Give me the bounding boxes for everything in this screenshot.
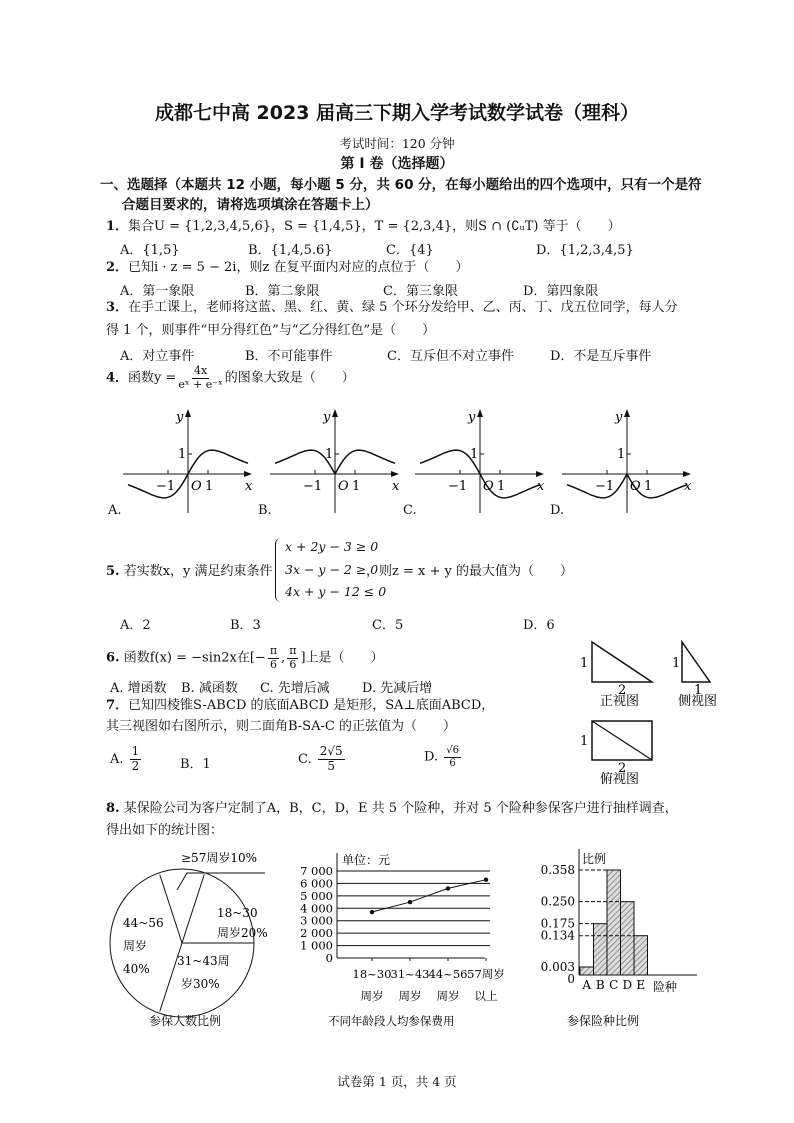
bar-A <box>580 967 594 975</box>
q7-option-b: B．1 <box>180 757 211 772</box>
y-axis-label: y <box>468 410 476 425</box>
bar-xlabel: 险种 <box>653 980 678 994</box>
constraint-1: x + 2y − 3 ≥ 0 <box>285 539 379 554</box>
y-tick-label: 0.175 <box>540 916 575 931</box>
graph-option-d <box>562 405 702 515</box>
q3-option-a: A．对立事件 <box>120 349 195 364</box>
graph-option-b <box>270 405 410 515</box>
pie-label-44-56-a: 44~56 <box>123 916 164 930</box>
x-axis-label: x <box>537 479 545 494</box>
page-footer: 试卷第 1 页，共 4 页 <box>337 1074 457 1089</box>
volume-title: 第 I 卷（选择题） <box>340 156 454 172</box>
y-axis-label: y <box>176 410 184 425</box>
pie-label-31-43-b: 岁30% <box>181 977 220 991</box>
question-2: 2．已知i · z = 5 − 2i，则z 在复平面内对应的点位于（ ） <box>106 260 469 275</box>
pie-slice-boundary <box>160 875 182 943</box>
pie-label-57: ≥57周岁10% <box>181 851 257 865</box>
tick-label-1: 1 <box>644 479 653 494</box>
x-tick-label: A <box>582 978 592 992</box>
tick-label-neg1: −1 <box>156 479 176 494</box>
pie-label-31-43-a: 31~43周 <box>177 954 230 968</box>
question-7: 7．已知四棱锥S-ABCD 的底面ABCD 是矩形，SA⊥底面ABCD， <box>106 698 495 713</box>
q5-option-b: B．3 <box>230 618 261 633</box>
bar-title: 参保险种比例 <box>567 1014 640 1028</box>
q6-option-b: B. 减函数 <box>181 681 238 696</box>
tick-label-1: 1 <box>617 447 626 462</box>
y-tick-label: 2 000 <box>300 926 333 941</box>
page-title: 成都七中高 2023 届高三下期入学考试数学试卷（理科） <box>154 102 640 124</box>
question-1: 1．集合U = {1,2,3,4,5,6}，S = {1,4,5}，T = {2,3,4}，则S ∩ (∁ᵤT) 等于（ ） <box>106 219 621 234</box>
svg-text:1: 1 <box>672 656 681 671</box>
q1-option-a: A．{1,5} <box>120 243 180 258</box>
svg-text:侧视图: 侧视图 <box>678 694 718 709</box>
q3-option-d: D．不是互斥事件 <box>550 349 652 364</box>
y-tick-label: 0 <box>325 951 333 965</box>
y-tick-label: 6 000 <box>300 876 333 891</box>
x-tick-label: 31~43 <box>390 967 430 981</box>
question-8-line2: 得出如下的统计图： <box>106 823 224 838</box>
svg-text:2: 2 <box>618 683 627 698</box>
y-tick-label: 7 000 <box>300 864 333 878</box>
question-7-line2: 其三视图如右图所示，则二面角B-SA-C 的正弦值为（ ） <box>106 719 456 734</box>
front-view <box>580 642 652 709</box>
y-axis-label: y <box>323 410 331 425</box>
pie-label-18-30-a: 18~30 <box>217 906 258 920</box>
q6-option-a: A. 增函数 <box>110 681 167 696</box>
q1-option-b: B．{1,4,5.6} <box>248 243 333 258</box>
x-axis-arrow <box>683 471 691 477</box>
y-tick-label: 0 <box>567 972 575 986</box>
pie-label-44-56-c: 40% <box>123 962 150 976</box>
bar-C <box>607 870 621 975</box>
line-chart <box>290 845 505 1030</box>
bar-E <box>634 936 648 975</box>
origin-label: O <box>338 479 349 494</box>
y-axis-arrow <box>477 409 483 417</box>
q5-option-a: A．2 <box>120 618 151 633</box>
q7-option-d: D. $\frac{√6}{6}$ <box>424 745 459 769</box>
tick-label-1: 1 <box>178 447 187 462</box>
tick-label-1: 1 <box>325 447 334 462</box>
x-tick-label: D <box>622 978 633 992</box>
question-8: 8. 某保险公司为客户定制了A，B，C，D，E 共 5 个险种，并对 5 个险种参保客户进行抽样调查， <box>106 801 678 816</box>
y-tick-label: 0.003 <box>540 960 575 974</box>
tick-label-1: 1 <box>497 479 506 494</box>
pie-title: 参保人数比例 <box>149 1014 222 1028</box>
x-tick-label: 18~30 <box>352 967 392 981</box>
question-4: 4．函数y = $\frac{4x}{\text{eˣ + e⁻ˣ}}$ 的图象大致是（ ） <box>106 364 355 391</box>
svg-text:1: 1 <box>580 734 589 749</box>
q6-option-d: D. 先减后增 <box>362 681 433 696</box>
q4-option-c: C. <box>403 503 417 518</box>
x-axis-label: x <box>245 479 253 494</box>
pie-chart <box>105 845 270 1030</box>
x-tick-label: 以上 <box>474 989 498 1003</box>
x-tick-label: 57周岁 <box>467 967 505 981</box>
constraint-2: 3x − y − 2 ≥ 0 <box>285 562 379 577</box>
y-tick-label: 0.358 <box>540 863 575 877</box>
x-tick-label: 44~56 <box>428 967 468 981</box>
x-tick-label: 周岁 <box>360 989 384 1003</box>
x-tick-label: 周岁 <box>436 989 460 1003</box>
x-axis-arrow <box>391 471 399 477</box>
tick-label-neg1: −1 <box>595 479 615 494</box>
q5-option-c: C．5 <box>372 618 404 633</box>
constraint-brace <box>275 538 281 602</box>
y-axis-arrow <box>332 409 338 417</box>
bar-chart <box>525 845 700 1030</box>
tick-label-neg1: −1 <box>303 479 323 494</box>
question-5-tail: ，则z = x + y 的最大值为（ ） <box>366 564 573 579</box>
q3-option-b: B．不可能事件 <box>245 349 333 364</box>
q1-option-d: D．{1,2,3,4,5} <box>536 243 634 258</box>
x-tick-label: B <box>595 978 605 992</box>
bar-D <box>621 902 635 975</box>
bar-B <box>594 924 608 975</box>
line-title: 不同年龄段人均参保费用 <box>328 1014 455 1028</box>
top-view <box>580 721 652 787</box>
pie-slice-boundary <box>160 943 182 1011</box>
tick-label-1: 1 <box>470 447 479 462</box>
y-axis-arrow <box>185 409 191 417</box>
constraint-3: 4x + y − 12 ≤ 0 <box>285 584 387 599</box>
three-view-figure <box>570 635 730 785</box>
pie-label-44-56-b: 周岁 <box>123 939 148 953</box>
q5-option-d: D．6 <box>523 618 555 633</box>
y-tick-label: 3 000 <box>300 913 333 928</box>
y-tick-label: 0.250 <box>540 894 575 909</box>
x-tick-label: E <box>636 978 646 992</box>
y-tick-label: 0.134 <box>540 928 575 943</box>
q7-option-c: C. $\frac{2√5}{5}$ <box>298 744 343 773</box>
q4-option-a: A. <box>108 503 122 518</box>
pie-slice-boundary <box>182 875 204 943</box>
x-axis-label: x <box>684 479 692 494</box>
section-instructions-2: 合题目要求的，请将选项填涂在答题卡上） <box>122 197 379 213</box>
side-view <box>672 642 717 709</box>
question-3-line2: 得 1 个，则事件“甲分得红色”与“乙分得红色”是（ ） <box>106 323 436 338</box>
q4-option-d: D. <box>550 503 565 518</box>
x-axis-label: x <box>392 479 400 494</box>
x-axis-arrow <box>244 471 252 477</box>
origin-label: O <box>630 479 641 494</box>
question-6: 6. 函数f(x) = −sin2x在[− $\frac{\pi}{6}$ , $\frac{\pi}{6}$ ]上是（ ） <box>106 644 384 671</box>
bar-ylabel: 比例 <box>582 852 607 866</box>
section-instructions: 一、选题择（本题共 12 小题，每小题 5 分，共 60 分，在每小题给出的四个选项中，只有一个是符 <box>100 177 702 193</box>
tick-label-neg1: −1 <box>448 479 468 494</box>
tick-label-1: 1 <box>205 479 214 494</box>
y-tick-label: 4 000 <box>300 901 333 916</box>
x-axis-arrow <box>536 471 544 477</box>
tick-label-1: 1 <box>352 479 361 494</box>
exam-time: 考试时间：120 分钟 <box>339 136 455 151</box>
x-tick-label: 周岁 <box>398 989 422 1003</box>
q6-option-c: C. 先增后减 <box>260 681 330 696</box>
y-axis-label: y <box>615 410 623 425</box>
q2-option-c: C．第三象限 <box>383 284 458 299</box>
origin-label: O <box>483 479 494 494</box>
y-axis-arrow <box>624 409 630 417</box>
svg-text:2: 2 <box>618 761 627 776</box>
x-tick-label: C <box>609 978 619 992</box>
q7-option-a: A. $\frac{1}{2}$ <box>110 744 140 773</box>
q2-option-d: D．第四象限 <box>523 284 599 299</box>
svg-text:正视图: 正视图 <box>600 694 640 709</box>
origin-label: O <box>191 479 202 494</box>
svg-text:1: 1 <box>694 683 703 698</box>
y-tick-label: 1 000 <box>300 938 333 953</box>
y-tick-label: 5 000 <box>300 888 333 903</box>
q2-option-b: B．第二象限 <box>245 284 320 299</box>
graph-option-c <box>415 405 555 515</box>
graph-option-a <box>123 405 263 515</box>
line-ylabel: 单位：元 <box>342 853 391 867</box>
pie-label-18-30-b: 周岁20% <box>217 926 268 940</box>
question-5: 5. 若实数x，y 满足约束条件 <box>106 564 273 579</box>
q1-option-c: C．{4} <box>386 243 434 258</box>
svg-text:1: 1 <box>580 656 589 671</box>
q2-option-a: A．第一象限 <box>120 284 195 299</box>
question-3: 3．在手工课上，老师将这蓝、黑、红、黄、绿 5 个环分发给甲、乙、丙、丁、戊五位同学，每人分 <box>106 300 678 315</box>
q4-option-b: B. <box>258 503 272 518</box>
svg-text:俯视图: 俯视图 <box>600 772 640 787</box>
q3-option-c: C．互斥但不对立事件 <box>387 349 514 364</box>
